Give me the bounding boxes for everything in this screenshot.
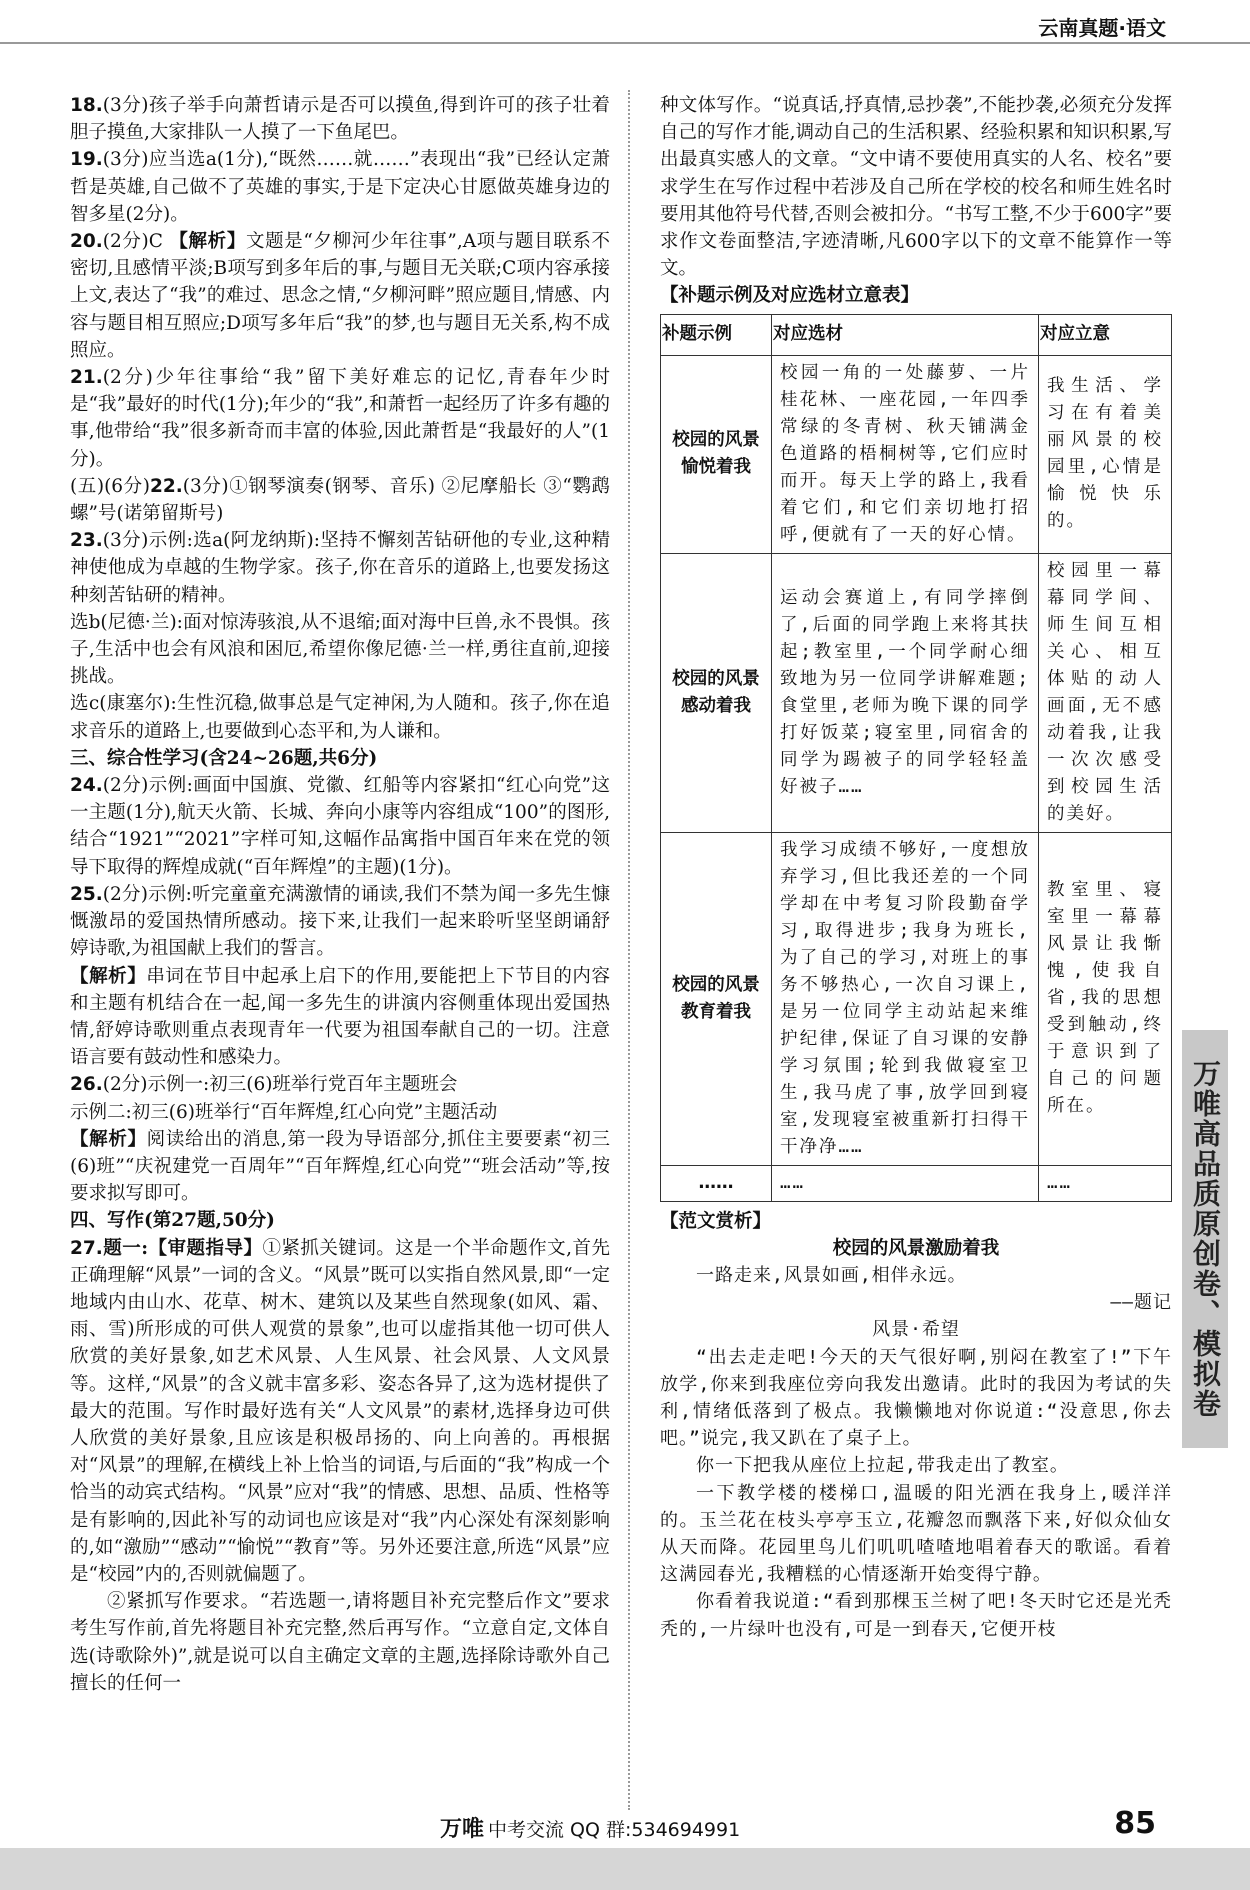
answer-23-c: 选c(康塞尔):生性沉稳,做事总是气定神闲,为人随和。孩子,你在追求音乐的道路上,也要做到心态平和,为人谦和。 xyxy=(70,693,610,742)
header-rule xyxy=(0,42,1250,44)
answer-21: 21.(2分)少年往事给“我”留下美好难忘的记忆,青春年少时是“我”最好的时代(1分);年少的“我”,和萧哲一起经历了许多有趣的事,他带给“我”很多新奇而丰富的体验,因此萧哲是“我最好的人”(1分)。 xyxy=(70,367,610,470)
table-cell: 校园的风景教育着我 xyxy=(661,832,772,1165)
table-cell: 校园的风景愉悦着我 xyxy=(661,355,772,553)
table-cell: 校园一角的一处藤萝、一片桂花林、一座花园,一年四季常绿的冬青树、秋天铺满金色道路的梧桐树等,它们应时而开。每天上学的路上,我看着它们,和它们亲切地打招呼,便就有了一天的好心情。 xyxy=(772,355,1039,553)
essay-subtitle: 风景·希望 xyxy=(872,1319,960,1341)
table-cell: …… xyxy=(661,1165,772,1201)
essay-motto-note: ——题记 xyxy=(1110,1292,1172,1314)
table-cell: …… xyxy=(1039,1165,1172,1201)
writing-guide-continued: 种文体写作。“说真话,抒真情,忌抄袭”,不能抄袭,必须充分发挥自己的写作才能,调动自己的生活积累、经验积累和知识积累,写出最真实感人的文章。“文中请不要使用真实的人名、校名”要求学生在写作过程中若涉及自己所在学校的校名和师生姓名时要用其他符号代替,否则会被扣分。“书写工整,不少于600字”要求作文卷面整洁,字迹清晰,凡600字以下的文章不能算作一等文。 xyxy=(660,95,1172,280)
answer-23: 23.(3分)示例:选a(阿龙纳斯):坚持不懈刻苦钻研他的专业,这种精神使他成为卓越的生物学家。孩子,你在音乐的道路上,也要发扬这种刻苦钻研的精神。 xyxy=(70,530,610,606)
answer-20: 20.(2分)C 【解析】文题是“夕柳河少年往事”,A项与题目联系不密切,且感情平淡;B项写到多年后的事,与题目无关联;C项内容承接上文,表达了“我”的难过、思念之情,“夕柳河畔”照应题目,情感、内容与题目相互照应;D项写多年后“我”的梦,也与题目无关系,构不成照应。 xyxy=(70,231,610,361)
column-divider xyxy=(628,90,630,1810)
answer-26-analysis: 【解析】阅读给出的消息,第一段为导语部分,抓住主要要素“初三(6)班”“庆祝建党一百周年”“百年辉煌,红心向党”“班会活动”等,按要求拟写即可。 xyxy=(70,1128,610,1205)
answer-23-b: 选b(尼德·兰):面对惊涛骇浪,从不退缩;面对海中巨兽,永不畏惧。孩子,生活中也会有风浪和困厄,希望你像尼德·兰一样,勇往直前,迎接挑战。 xyxy=(70,611,610,688)
essay-motto: 一路走来,风景如画,相伴永远。 xyxy=(696,1265,967,1287)
table-row xyxy=(661,832,1172,1165)
table-cell: 运动会赛道上,有同学摔倒了,后面的同学跑上来将其扶起;教室里,一个同学耐心细致地为另一位同学讲解难题;食堂里,老师为晚下课的同学打好饭菜;寝室里,同宿舍的同学为踢被子的同学轻轻盖好被子…… xyxy=(772,553,1039,832)
essay-paragraph: “出去走走吧!今天的天气很好啊,别闷在教室了!”下午放学,你来到我座位旁向我发出邀请。此时的我因为考试的失利,情绪低落到了极点。我懒懒地对你说道:“没意思,你去吧。”说完,我又趴在了桌子上。 xyxy=(660,1346,1172,1450)
answer-27-p2: ②紧抓写作要求。“若选题一,请将题目补充完整后作文”要求考生写作前,首先将题目补充完整,然后再写作。“立意自定,文体自选(诗歌除外)”,就是说可以自主确定文章的主题,选择除诗歌外自己擅长的任何一 xyxy=(70,1591,610,1694)
table-cell: …… xyxy=(772,1165,1039,1201)
bottom-band xyxy=(0,1848,1250,1890)
table-row xyxy=(661,553,1172,832)
table-header-cell: 对应立意 xyxy=(1039,314,1172,355)
page-number: 85 xyxy=(1114,1806,1156,1841)
essay-paragraph: 你一下把我从座位上拉起,带我走出了教室。 xyxy=(696,1455,1069,1477)
page-header: 云南真题·语文 xyxy=(1038,16,1166,40)
answer-18: 18.(3分)孩子举手向萧哲请示是否可以摸鱼,得到许可的孩子壮着胆子摸鱼,大家排队一人摸了一下鱼尾巴。 xyxy=(70,95,610,144)
table-cell: 校园的风景感动着我 xyxy=(661,553,772,832)
table-cell: 我生活、学习在有着美丽风景的校园里,心情是愉悦快乐的。 xyxy=(1039,355,1172,553)
section-4-heading: 四、写作(第27题,50分) xyxy=(70,1210,275,1232)
table-row xyxy=(661,1165,1172,1201)
footer-brand: 万唯 xyxy=(440,1817,485,1842)
topic-table xyxy=(660,314,1172,1202)
answer-26-example2: 示例二:初三(6)班举行“百年辉煌,红心向党”主题活动 xyxy=(70,1101,498,1123)
table-cell: 校园里一幕幕同学间、师生间互相关心、相互体贴的动人画面,无不感动着我,让我一次次感受到校园生活的美好。 xyxy=(1039,553,1172,832)
table-header-row xyxy=(661,314,1172,355)
right-column xyxy=(660,92,1172,1643)
answer-24: 24.(2分)示例:画面中国旗、党徽、红船等内容紧扣“红心向党”这一主题(1分),航天火箭、长城、奔向小康等内容组成“100”的图形,结合“1921”“2021”字样可知,这幅作品寓指中国百年来在党的领导下取得的辉煌成就(“百年辉煌”的主题)(1分)。 xyxy=(70,775,610,878)
table-header-cell: 对应选材 xyxy=(772,314,1039,355)
answer-19: 19.(3分)应当选a(1分),“既然……就……”表现出“我”已经认定萧哲是英雄,自己做不了英雄的事实,于是下定决心甘愿做英雄身边的智多星(2分)。 xyxy=(70,149,610,225)
footer xyxy=(440,1812,740,1843)
answer-22: (五)(6分)22.(3分)①钢琴演奏(钢琴、音乐) ②尼摩船长 ③“鹦鹉螺”号(诺第留斯号) xyxy=(70,475,610,525)
table-cell: 教室里、寝室里一幕幕风景让我惭愧,使我自省,我的思想受到触动,终于意识到了自己的问题所在。 xyxy=(1039,832,1172,1165)
table-row xyxy=(661,355,1172,553)
side-banner-text: 万唯高品质原创卷、模拟卷 xyxy=(1189,1059,1222,1419)
table-header-cell: 补题示例 xyxy=(661,314,772,355)
side-banner xyxy=(1182,1030,1228,1448)
answer-25-analysis: 【解析】串词在节目中起承上启下的作用,要能把上下节目的内容和主题有机结合在一起,闻一多先生的讲演内容侧重体现出爱国热情,舒婷诗歌则重点表现青年一代要为祖国奉献自己的一切。注意语言要有鼓动性和感染力。 xyxy=(70,965,610,1069)
table-cell: 我学习成绩不够好,一度想放弃学习,但比我还差的一个同学却在中考复习阶段勤奋学习,取得进步;我身为班长,为了自己的学习,对班上的事务不够热心,一次自习课上,是另一位同学主动站起来维护纪律,保证了自习课的安静学习氛围;轮到我做寝室卫生,我马虎了事,放学回到寝室,发现寝室被重新打扫得干干净净…… xyxy=(772,832,1039,1165)
footer-text: 中考交流 QQ 群:534694991 xyxy=(488,1819,741,1841)
essay-paragraph: 你看着我说道:“看到那棵玉兰树了吧!冬天时它还是光秃秃的,一片绿叶也没有,可是一到春天,它便开枝 xyxy=(660,1591,1172,1640)
section-3-heading: 三、综合性学习(含24~26题,共6分) xyxy=(70,747,378,769)
answer-25: 25.(2分)示例:听完童童充满激情的诵读,我们不禁为闻一多先生慷慨激昂的爱国热情所感动。接下来,让我们一起来聆听坚坚朗诵舒婷诗歌,为祖国献上我们的誓言。 xyxy=(70,883,610,960)
essay-tag: 【范文赏析】 xyxy=(660,1210,772,1232)
essay-title: 校园的风景激励着我 xyxy=(832,1237,1000,1259)
answer-27: 27.题一:【审题指导】①紧抓关键词。这是一个半命题作文,首先正确理解“风景”一词的含义。“风景”既可以实指自然风景,即“一定地域内由山水、花草、树木、建筑以及某些自然现象(如风、霜、雨、雪)所形成的可供人观赏的景象”,也可以虚指其他一切可供人欣赏的美好景象,如艺术风景、人生风景、社会风景、人文风景等。这样,“风景”的含义就丰富多彩、姿态各异了,这为选材提供了最大的范围。写作时最好选有关“人文风景”的素材,选择身边可供人欣赏的美好景象,且应该是积极昂扬的、向上向善的。再根据对“风景”的理解,在横线上补上恰当的词语,与后面的“我”构成一个恰当的动宾式结构。“风景”应对“我”的情感、思想、品质、性格等是有影响的,因此补写的动词也应该是对“我”内心深处有深刻影响的,如“激励”“感动”“愉悦”“教育”等。另外还要注意,所选“风景”应是“校园”内的,否则就偏题了。 xyxy=(70,1237,610,1585)
answer-26: 26.(2分)示例一:初三(6)班举行党百年主题班会 xyxy=(70,1074,458,1096)
left-column xyxy=(70,92,610,1697)
table-title: 【补题示例及对应选材立意表】 xyxy=(660,285,920,307)
essay-paragraph: 一下教学楼的楼梯口,温暖的阳光洒在我身上,暖洋洋的。玉兰花在枝头亭亭玉立,花瓣忽而飘落下来,好似众仙女从天而降。花园里鸟儿们叽叽喳喳地唱着春天的歌谣。看着这满园春光,我糟糕的心情逐渐开始变得宁静。 xyxy=(660,1482,1172,1586)
